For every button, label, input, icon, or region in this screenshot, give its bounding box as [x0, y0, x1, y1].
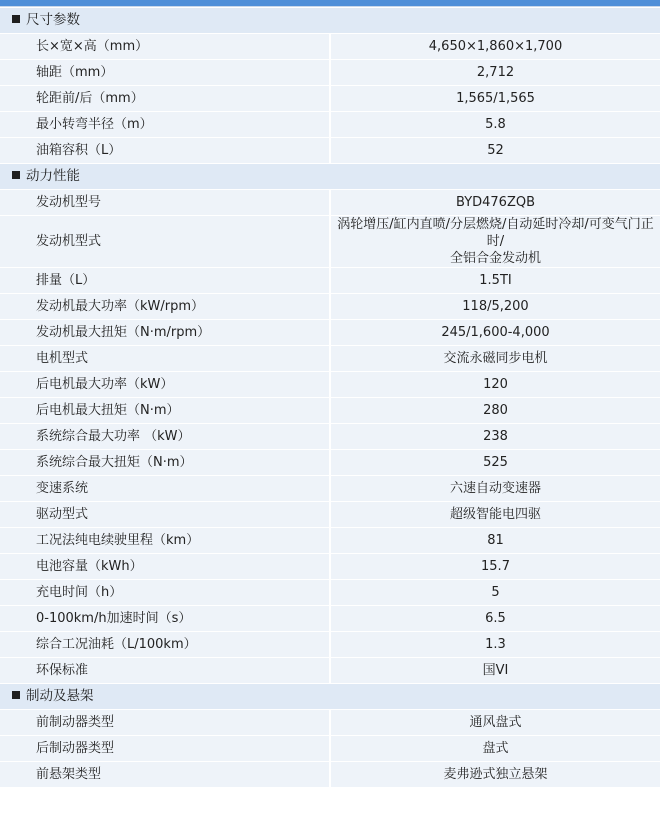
- spec-value: [330, 216, 660, 268]
- section-title: 动力性能: [26, 168, 80, 184]
- table-row: [0, 424, 660, 450]
- table-row: [0, 398, 660, 424]
- table-row: [0, 320, 660, 346]
- section-square-icon: [12, 171, 20, 179]
- section-header-performance: [0, 164, 660, 190]
- table-row: [0, 502, 660, 528]
- table-row: [0, 580, 660, 606]
- spec-label: 环保标准: [0, 658, 330, 684]
- spec-value: 5.8: [330, 112, 660, 138]
- section-square-icon: [12, 691, 20, 699]
- table-row: [0, 658, 660, 684]
- section-header-brakes-suspension: [0, 684, 660, 710]
- spec-value: 15.7: [330, 554, 660, 580]
- table-row: [0, 112, 660, 138]
- spec-label: 综合工况油耗（L/100km）: [0, 632, 330, 658]
- table-row: [0, 190, 660, 216]
- spec-label: 后电机最大扭矩（N·m）: [0, 398, 330, 424]
- table-row: [0, 762, 660, 788]
- spec-label: 油箱容积（L）: [0, 138, 330, 164]
- section-square-icon: [12, 15, 20, 23]
- spec-value-line-2: 全铝合金发动机: [449, 251, 541, 266]
- table-row: [0, 138, 660, 164]
- table-row: [0, 476, 660, 502]
- spec-value: 120: [330, 372, 660, 398]
- spec-value: 525: [330, 450, 660, 476]
- spec-value: 118/5,200: [330, 294, 660, 320]
- spec-label: 系统综合最大扭矩（N·m）: [0, 450, 330, 476]
- spec-value: 盘式: [330, 736, 660, 762]
- spec-label: 前制动器类型: [0, 710, 330, 736]
- table-row: [0, 268, 660, 294]
- spec-label: 后电机最大功率（kW）: [0, 372, 330, 398]
- spec-value-line-1: 涡轮增压/缸内直喷/分层燃烧/自动延时冷却/可变气门正时/: [337, 217, 654, 249]
- spec-value: 1,565/1,565: [330, 86, 660, 112]
- spec-value: 麦弗逊式独立悬架: [330, 762, 660, 788]
- spec-label: 充电时间（h）: [0, 580, 330, 606]
- spec-value: 4,650×1,860×1,700: [330, 34, 660, 60]
- spec-value: 1.3: [330, 632, 660, 658]
- spec-value: 81: [330, 528, 660, 554]
- spec-label: 长×宽×高（mm）: [0, 34, 330, 60]
- table-row: [0, 34, 660, 60]
- table-row: [0, 554, 660, 580]
- spec-value: 交流永磁同步电机: [330, 346, 660, 372]
- spec-value: 5: [330, 580, 660, 606]
- spec-label: 发动机型式: [0, 216, 330, 268]
- spec-label: 轴距（mm）: [0, 60, 330, 86]
- table-row: [0, 606, 660, 632]
- spec-label: 变速系统: [0, 476, 330, 502]
- table-row: [0, 632, 660, 658]
- spec-value: 280: [330, 398, 660, 424]
- spec-label: 电池容量（kWh）: [0, 554, 330, 580]
- table-row: [0, 450, 660, 476]
- table-row: [0, 216, 660, 268]
- spec-value: 通风盘式: [330, 710, 660, 736]
- spec-label: 后制动器类型: [0, 736, 330, 762]
- spec-value: 1.5TI: [330, 268, 660, 294]
- table-row: [0, 372, 660, 398]
- section-title: 尺寸参数: [26, 12, 80, 28]
- spec-label: 电机型式: [0, 346, 330, 372]
- table-row: [0, 86, 660, 112]
- spec-table: [0, 7, 660, 788]
- spec-value: BYD476ZQB: [330, 190, 660, 216]
- spec-label: 发动机型号: [0, 190, 330, 216]
- spec-label: 发动机最大功率（kW/rpm）: [0, 294, 330, 320]
- table-row: [0, 710, 660, 736]
- spec-value: 2,712: [330, 60, 660, 86]
- spec-label: 前悬架类型: [0, 762, 330, 788]
- spec-value: 52: [330, 138, 660, 164]
- spec-value: 六速自动变速器: [330, 476, 660, 502]
- spec-label: 驱动型式: [0, 502, 330, 528]
- spec-label: 系统综合最大功率 （kW）: [0, 424, 330, 450]
- section-header-dimensions: [0, 8, 660, 34]
- table-row: [0, 736, 660, 762]
- table-row: [0, 60, 660, 86]
- spec-label: 工况法纯电续驶里程（km）: [0, 528, 330, 554]
- table-row: [0, 528, 660, 554]
- spec-label: 排量（L）: [0, 268, 330, 294]
- spec-value: 6.5: [330, 606, 660, 632]
- table-row: [0, 346, 660, 372]
- spec-label: 发动机最大扭矩（N·m/rpm）: [0, 320, 330, 346]
- spec-value: 245/1,600-4,000: [330, 320, 660, 346]
- spec-label: 最小转弯半径（m）: [0, 112, 330, 138]
- table-row: [0, 294, 660, 320]
- section-title: 制动及悬架: [26, 688, 94, 704]
- spec-label: 0-100km/h加速时间（s）: [0, 606, 330, 632]
- spec-value: 国VI: [330, 658, 660, 684]
- spec-value: 238: [330, 424, 660, 450]
- spec-value: 超级智能电四驱: [330, 502, 660, 528]
- spec-label: 轮距前/后（mm）: [0, 86, 330, 112]
- top-accent-strip: [0, 0, 660, 7]
